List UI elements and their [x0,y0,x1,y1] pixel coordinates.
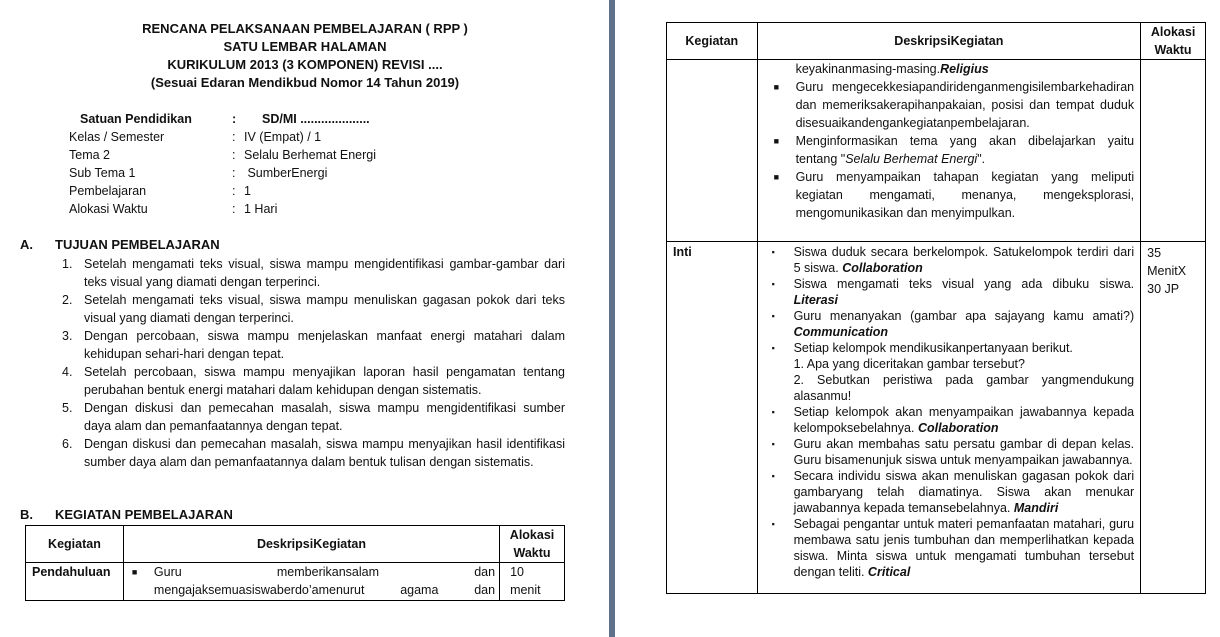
item-text: Guru menanyakan (gambar apa sajayang kamu amati?) [793,309,1135,323]
bullet-icon: ▪ [771,279,775,289]
section-number: A. [20,237,33,252]
section-title: TUJUAN PEMBELAJARAN [55,237,220,252]
item-text: ". [977,152,986,166]
bullet-icon: ▪ [771,247,775,257]
objective-number: 6. [62,437,73,451]
objective-text: Setelah mengamati teks visual, siswa mampu menuliskan gagasan pokok dari teks visual yang diamati dengan terperinci. [84,293,565,325]
section-title: KEGIATAN PEMBELAJARAN [55,507,233,522]
item-text: Guru akan membahas satu persatu gambar di depan kelas. Guru bisamenunjuk siswa untuk menyampaikan jawabannya. [793,437,1135,467]
list-item [764,436,1135,468]
item-text: Setiap kelompok akan menyampaikan jawabannya kepada kelompoksebelahnya. [793,405,1135,435]
list-item [764,516,1135,580]
info-row [69,200,376,218]
colon: : [232,112,237,126]
document-title [0,20,610,92]
list-item [764,468,1135,516]
objective-text: Setelah mengamati teks visual, siswa mampu mengidentifikasi gambar-gambar dari teks visual yang diamati dengan terperinci. [84,257,565,289]
character-tag: Communication [793,325,889,339]
objective-number: 1. [62,257,73,271]
header-deskripsi: DeskripsiKegiatan [757,23,1141,60]
objective-item [62,255,565,291]
activities-table-right [666,22,1206,594]
bullet-icon: ▪ [771,439,775,449]
sub-question: 2. Sebutkan peristiwa pada gambar yangmendukung alasanmu! [793,373,1135,403]
info-row [69,146,376,164]
header-kegiatan: Kegiatan [667,23,758,60]
item-text: Siswa mengamati teks visual yang ada dibuku siswa. [793,277,1135,291]
objective-item [62,291,565,327]
objective-item [62,327,565,363]
description-cell [757,60,1141,242]
objective-text: Dengan percobaan, siswa mampu menjelaskan manfaat energi matahari dalam kehidupan sehari-hari dengan tepat. [84,329,565,361]
bullet-icon: ▪ [771,471,775,481]
title-line: RENCANA PELAKSANAAN PEMBELAJARAN ( RPP ) [142,21,468,36]
item-text: Menginformasikan tema yang akan dibelajarkan yaitu tentang " [795,134,1135,166]
title-line: (Sesuai Edaran Mendikbud Nomor 14 Tahun 2019) [150,75,460,90]
info-label: Satuan Pendidikan [80,112,192,126]
objective-item [62,399,565,435]
character-tag: Critical [867,565,911,579]
info-value: 1 Hari [244,202,278,216]
list-item [764,404,1135,436]
description-cell [123,563,499,601]
sub-question: 1. Apa yang diceritakan gambar tersebut? [793,357,1025,371]
bullet-icon: ■ [131,567,138,577]
title-line: KURIKULUM 2013 (3 KOMPONEN) REVISI .... [167,57,443,72]
list-item [124,563,499,599]
colon: : [232,130,236,144]
objective-number: 3. [62,329,73,343]
title-line: SATU LEMBAR HALAMAN [223,39,387,54]
bullet-icon: ■ [773,136,779,146]
info-row [69,164,376,182]
info-value: Selalu Berhemat Energi [244,148,377,162]
info-row [69,128,376,146]
list-item [764,244,1135,276]
character-tag: Literasi [793,293,839,307]
character-tag: Mandiri [1013,501,1059,515]
activity-cell: Inti [667,242,758,594]
objective-text: Dengan diskusi dan pemecahan masalah, siswa mampu menyajikan hasil identifikasi sumber daya alam dan pemanfaatannya dalam bentuk tulisan dengan sistematis. [84,437,565,469]
bullet-icon: ■ [773,172,779,182]
section-b-heading [20,507,233,522]
item-text: Siswa duduk secara berkelompok. Satukelompok terdiri dari 5 siswa. [793,245,1135,275]
time-line: MenitX [1147,264,1187,278]
activity-cell [667,60,758,242]
item-text: Guru menyampaikan tahapan kegiatan yang meliputi kegiatan mengamati, menanya, mengeksplorasi, mengomunikasikan dan menyimpulkan. [795,170,1135,220]
list-item [764,276,1135,308]
continued-line [758,60,1135,78]
header-alokasi: Alokasi Waktu [500,526,565,563]
bullet-icon: ▪ [771,311,775,321]
objectives-list [62,255,565,471]
time-cell: 10 menit [500,563,565,601]
info-value: 1 [244,184,251,198]
page-divider [609,0,615,637]
info-label: Alokasi Waktu [69,202,148,216]
info-row [69,110,376,128]
character-tag: Collaboration [917,421,999,435]
header-deskripsi: DeskripsiKegiatan [123,526,499,563]
table-row [667,60,1206,242]
objective-item [62,363,565,399]
objective-number: 4. [62,365,73,379]
info-value: SumberEnergi [244,166,328,180]
item-text: keyakinanmasing-masing. [795,62,941,76]
info-label: Pembelajaran [69,184,147,198]
theme-name: Selalu Berhemat Energi [845,152,978,166]
list-item [764,308,1135,340]
activity-cell: Pendahuluan [26,563,124,601]
objective-number: 5. [62,401,73,415]
section-number: B. [20,507,33,522]
list-item [766,168,1135,222]
bullet-icon: ▪ [771,343,775,353]
list-item [764,340,1135,404]
list-item [766,78,1135,132]
info-label: Kelas / Semester [69,130,165,144]
item-text: Sebagai pengantar untuk materi pemanfaatan matahari, guru membawa satu jenis tumbuhan dan memperlihatkan kepada siswa. Minta siswa untuk mengamati tumbuhan tersebut dengan teliti. [793,517,1135,579]
objective-text: Setelah percobaan, siswa mampu menyajikan laporan hasil pengamatan tentang perubahan bentuk energi matahari dalam kehidupan dengan sistematis. [84,365,565,397]
item-text: Secara individu siswa akan menuliskan gagasan pokok dari gambaryang telah diamatinya. Siswa akan menukar jawabannya kepada temansebelahnya. [793,469,1135,515]
objective-text: Dengan diskusi dan pemecahan masalah, siswa mampu mengidentifikasi sumber daya alam dan pemanfaatannya dengan tepat. [84,401,565,433]
identity-info [69,110,376,218]
header-kegiatan: Kegiatan [26,526,124,563]
activities-table-left [25,525,565,601]
colon: : [232,148,236,162]
item-text: Guru mengecekkesiapandiridenganmengisilembarkehadiran dan memeriksakerapihanpakaian, posisi dan tempat duduk disesuaikandengankegiatanpembelajaran. [795,80,1135,130]
bullet-icon: ■ [773,82,779,92]
time-line: 35 [1147,246,1162,260]
info-label: Tema 2 [69,148,110,162]
description-cell [757,242,1141,594]
colon: : [232,166,236,180]
section-a-heading [20,237,220,252]
character-tag: Religius [940,62,989,76]
objective-item [62,435,565,471]
table-row [667,242,1206,594]
table-row [26,563,565,601]
time-cell [1141,60,1206,242]
info-value: IV (Empat) / 1 [244,130,322,144]
list-item [766,132,1135,168]
bullet-icon: ▪ [771,407,775,417]
item-text: Guru memberikansalam dan mengajaksemuasiswaberdo’amenurut agama dan [153,565,496,597]
item-text: Setiap kelompok mendikusikanpertanyaan berikut. [793,341,1073,355]
info-label: Sub Tema 1 [69,166,136,180]
header-alokasi: Alokasi Waktu [1141,23,1206,60]
time-line: 30 JP [1147,282,1180,296]
info-value: SD/MI .................... [262,112,370,126]
info-row [69,182,376,200]
colon: : [232,184,236,198]
character-tag: Collaboration [842,261,923,275]
objective-number: 2. [62,293,73,307]
time-cell [1141,242,1206,594]
colon: : [232,202,236,216]
bullet-icon: ▪ [771,519,775,529]
